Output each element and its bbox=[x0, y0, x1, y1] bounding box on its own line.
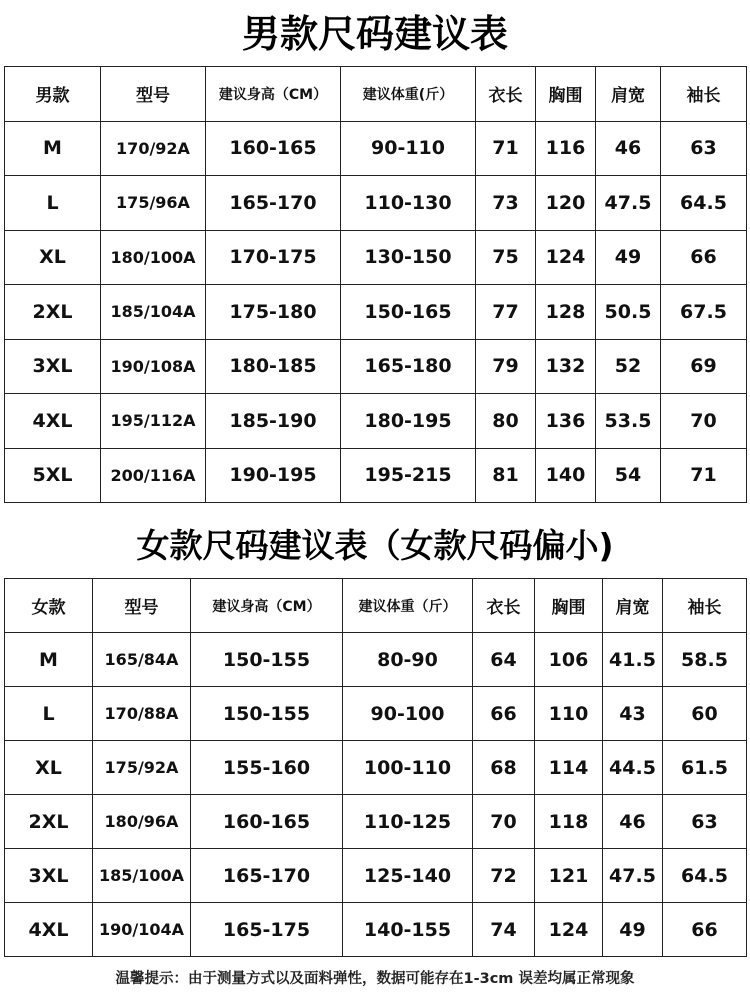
table-cell: 100-110 bbox=[343, 741, 473, 795]
table-cell: 50.5 bbox=[596, 285, 661, 340]
table-cell: 195/112A bbox=[101, 394, 206, 449]
table-cell: 52 bbox=[596, 339, 661, 394]
table-cell: 110 bbox=[535, 687, 603, 741]
table-cell: 75 bbox=[476, 230, 536, 285]
table-cell: 175-180 bbox=[206, 285, 341, 340]
table-cell: 110-125 bbox=[343, 795, 473, 849]
table-cell: 3XL bbox=[5, 339, 101, 394]
table-cell: 68 bbox=[473, 741, 535, 795]
table-row bbox=[5, 285, 747, 340]
column-header: 胸围 bbox=[535, 579, 603, 633]
table-cell: 2XL bbox=[5, 795, 93, 849]
table-cell: 73 bbox=[476, 176, 536, 231]
table-cell: 63 bbox=[661, 121, 747, 176]
table-cell: 66 bbox=[661, 230, 747, 285]
table-cell: 128 bbox=[536, 285, 596, 340]
table-cell: 180/96A bbox=[93, 795, 191, 849]
table-cell: 4XL bbox=[5, 903, 93, 957]
table-cell: 121 bbox=[535, 849, 603, 903]
table-cell: 200/116A bbox=[101, 448, 206, 503]
table-cell: 3XL bbox=[5, 849, 93, 903]
table-cell: 49 bbox=[603, 903, 663, 957]
table-cell: 130-150 bbox=[341, 230, 476, 285]
table-cell: 170-175 bbox=[206, 230, 341, 285]
table-cell: 64 bbox=[473, 633, 535, 687]
table-cell: 71 bbox=[661, 448, 747, 503]
table-cell: 180/100A bbox=[101, 230, 206, 285]
men-header-row bbox=[5, 67, 747, 122]
women-size-table bbox=[4, 578, 747, 957]
table-cell: 71 bbox=[476, 121, 536, 176]
column-header: 建议身高（CM） bbox=[206, 67, 341, 122]
table-cell: 64.5 bbox=[661, 176, 747, 231]
table-cell: 150-165 bbox=[341, 285, 476, 340]
table-cell: 190/104A bbox=[93, 903, 191, 957]
table-cell: 150-155 bbox=[191, 633, 343, 687]
table-row bbox=[5, 176, 747, 231]
table-cell: 165-180 bbox=[341, 339, 476, 394]
table-cell: 77 bbox=[476, 285, 536, 340]
column-header: 建议身高（CM） bbox=[191, 579, 343, 633]
table-cell: 4XL bbox=[5, 394, 101, 449]
table-cell: 69 bbox=[661, 339, 747, 394]
table-cell: 120 bbox=[536, 176, 596, 231]
table-cell: 70 bbox=[473, 795, 535, 849]
table-cell: 66 bbox=[663, 903, 747, 957]
women-header-row bbox=[5, 579, 747, 633]
table-cell: 53.5 bbox=[596, 394, 661, 449]
table-cell: 124 bbox=[536, 230, 596, 285]
column-header: 建议体重（斤） bbox=[343, 579, 473, 633]
table-row bbox=[5, 394, 747, 449]
table-cell: 190/108A bbox=[101, 339, 206, 394]
women-size-chart-title: 女款尺码建议表（女款尺码偏小) bbox=[136, 526, 614, 565]
table-cell: 90-100 bbox=[343, 687, 473, 741]
table-cell: 60 bbox=[663, 687, 747, 741]
table-cell: 74 bbox=[473, 903, 535, 957]
table-cell: 64.5 bbox=[663, 849, 747, 903]
table-cell: 185-190 bbox=[206, 394, 341, 449]
column-header: 型号 bbox=[101, 67, 206, 122]
table-cell: 170/88A bbox=[93, 687, 191, 741]
table-cell: 49 bbox=[596, 230, 661, 285]
table-row bbox=[5, 687, 747, 741]
table-cell: 175/96A bbox=[101, 176, 206, 231]
table-row bbox=[5, 633, 747, 687]
table-cell: 124 bbox=[535, 903, 603, 957]
table-cell: 72 bbox=[473, 849, 535, 903]
table-cell: 116 bbox=[536, 121, 596, 176]
table-cell: 106 bbox=[535, 633, 603, 687]
measurement-note: 温馨提示：由于测量方式以及面料弹性，数据可能存在1-3cm 误差均属正常现象 bbox=[115, 971, 635, 987]
table-cell: 54 bbox=[596, 448, 661, 503]
table-cell: 79 bbox=[476, 339, 536, 394]
table-row bbox=[5, 903, 747, 957]
column-header: 型号 bbox=[93, 579, 191, 633]
table-cell: 118 bbox=[535, 795, 603, 849]
men-size-chart-title: 男款尺码建议表 bbox=[241, 12, 508, 56]
table-cell: 43 bbox=[603, 687, 663, 741]
table-cell: 2XL bbox=[5, 285, 101, 340]
column-header: 肩宽 bbox=[603, 579, 663, 633]
table-cell: 47.5 bbox=[596, 176, 661, 231]
table-row bbox=[5, 741, 747, 795]
table-row bbox=[5, 339, 747, 394]
table-cell: 140 bbox=[536, 448, 596, 503]
table-cell: 5XL bbox=[5, 448, 101, 503]
table-cell: 80 bbox=[476, 394, 536, 449]
table-cell: 160-165 bbox=[206, 121, 341, 176]
table-cell: 90-110 bbox=[341, 121, 476, 176]
table-cell: 110-130 bbox=[341, 176, 476, 231]
table-cell: 46 bbox=[603, 795, 663, 849]
table-cell: 185/104A bbox=[101, 285, 206, 340]
table-cell: 155-160 bbox=[191, 741, 343, 795]
table-cell: 180-195 bbox=[341, 394, 476, 449]
table-cell: 70 bbox=[661, 394, 747, 449]
table-cell: 150-155 bbox=[191, 687, 343, 741]
table-cell: 170/92A bbox=[101, 121, 206, 176]
table-cell: L bbox=[5, 687, 93, 741]
table-row bbox=[5, 448, 747, 503]
table-cell: 195-215 bbox=[341, 448, 476, 503]
table-cell: 41.5 bbox=[603, 633, 663, 687]
table-cell: 81 bbox=[476, 448, 536, 503]
table-cell: 80-90 bbox=[343, 633, 473, 687]
column-header: 男款 bbox=[5, 67, 101, 122]
table-cell: M bbox=[5, 121, 101, 176]
table-cell: 132 bbox=[536, 339, 596, 394]
table-cell: 165-170 bbox=[206, 176, 341, 231]
table-row bbox=[5, 849, 747, 903]
table-cell: 58.5 bbox=[663, 633, 747, 687]
table-row bbox=[5, 230, 747, 285]
column-header: 袖长 bbox=[661, 67, 747, 122]
table-cell: 125-140 bbox=[343, 849, 473, 903]
table-cell: 185/100A bbox=[93, 849, 191, 903]
table-cell: XL bbox=[5, 741, 93, 795]
table-cell: 44.5 bbox=[603, 741, 663, 795]
column-header: 建议体重(斤） bbox=[341, 67, 476, 122]
table-cell: 114 bbox=[535, 741, 603, 795]
column-header: 衣长 bbox=[473, 579, 535, 633]
column-header: 女款 bbox=[5, 579, 93, 633]
table-cell: XL bbox=[5, 230, 101, 285]
column-header: 衣长 bbox=[476, 67, 536, 122]
column-header: 袖长 bbox=[663, 579, 747, 633]
table-cell: 160-165 bbox=[191, 795, 343, 849]
table-cell: 67.5 bbox=[661, 285, 747, 340]
table-cell: 63 bbox=[663, 795, 747, 849]
table-cell: 190-195 bbox=[206, 448, 341, 503]
table-cell: 175/92A bbox=[93, 741, 191, 795]
table-cell: L bbox=[5, 176, 101, 231]
table-cell: 47.5 bbox=[603, 849, 663, 903]
table-cell: 140-155 bbox=[343, 903, 473, 957]
table-cell: 46 bbox=[596, 121, 661, 176]
table-cell: 165/84A bbox=[93, 633, 191, 687]
column-header: 胸围 bbox=[536, 67, 596, 122]
table-row bbox=[5, 121, 747, 176]
table-cell: 136 bbox=[536, 394, 596, 449]
table-cell: 180-185 bbox=[206, 339, 341, 394]
table-cell: M bbox=[5, 633, 93, 687]
table-cell: 165-175 bbox=[191, 903, 343, 957]
table-cell: 61.5 bbox=[663, 741, 747, 795]
table-cell: 165-170 bbox=[191, 849, 343, 903]
column-header: 肩宽 bbox=[596, 67, 661, 122]
table-row bbox=[5, 795, 747, 849]
table-cell: 66 bbox=[473, 687, 535, 741]
men-size-table bbox=[4, 66, 747, 503]
